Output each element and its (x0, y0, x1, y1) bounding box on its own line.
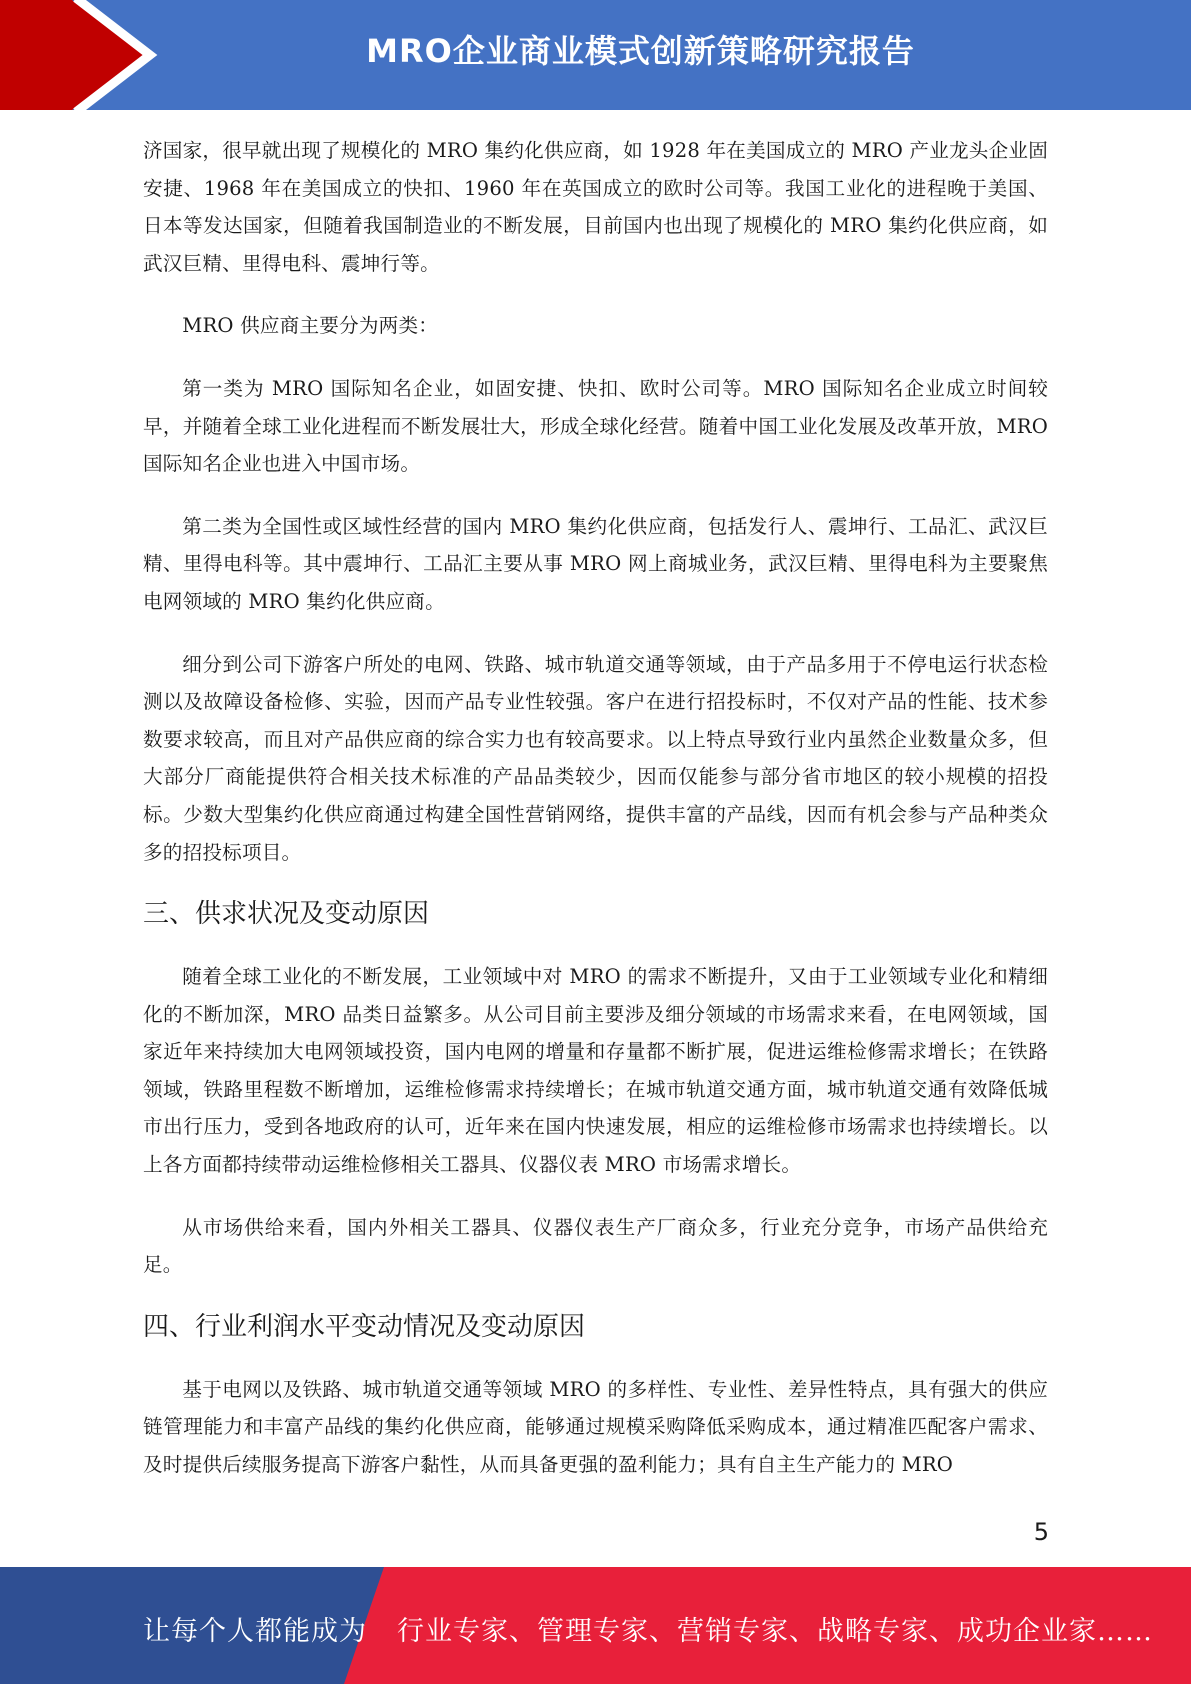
paragraph: MRO 供应商主要分为两类： (182, 314, 439, 338)
paragraph: 第一类为 MRO 国际知名企业，如固安捷、快扣、欧时公司等。MRO 国际知名企业成立时间较早，并随着全球工业化进程而不断发展壮大，形成全球化经营。随着中国工业化发展及改革开放，MRO 国际知名企业也进入中国市场。 (143, 376, 1048, 476)
footer-slogan-right: 行业专家、管理专家、营销专家、战略专家、成功企业家…… (397, 1616, 1153, 1647)
paragraph: 济国家，很早就出现了规模化的 MRO 集约化供应商，如 1928 年在美国成立的 MRO 产业龙头企业固安捷、1968 年在美国成立的快扣、1960 年在英国成立的欧时公司等。我国工业化的进程晚于美国、日本等发达国家，但随着我国制造业的不断发展，目前国内也出现了规模化的 MRO 集约化供应商，如武汉巨精、里得电科、震坤行等。 (143, 139, 1048, 275)
paragraph: 细分到公司下游客户所处的电网、铁路、城市轨道交通等领域，由于产品多用于不停电运行状态检测以及故障设备检修、实验，因而产品专业性较强。客户在进行招投标时，不仅对产品的性能、技术参数要求较高，而且对产品供应商的综合实力也有较高要求。以上特点导致行业内虽然企业数量众多，但大部分厂商能提供符合相关技术标准的产品品类较少，因而仅能参与部分省市地区的较小规模的招投标。少数大型集约化供应商通过构建全国性营销网络，提供丰富的产品线，因而有机会参与产品种类众多的招投标项目。 (143, 652, 1048, 864)
paragraph: 基于电网以及铁路、城市轨道交通等领域 MRO 的多样性、专业性、差异性特点，具有强大的供应链管理能力和丰富产品线的集约化供应商，能够通过规模采购降低采购成本，通过精准匹配客户需求、及时提供后续服务提高下游客户黏性，从而具备更强的盈利能力；具有自主生产能力的 MRO (143, 1377, 1048, 1477)
paragraph: 第二类为全国性或区域性经营的国内 MRO 集约化供应商，包括发行人、震坤行、工品汇、武汉巨精、里得电科等。其中震坤行、工品汇主要从事 MRO 网上商城业务，武汉巨精、里得电科为主要聚焦电网领域的 MRO 集约化供应商。 (143, 514, 1048, 613)
page-footer (0, 1567, 1191, 1684)
footer-slogan-left: 让每个人都能成为 (143, 1616, 367, 1647)
document-body (143, 132, 1048, 1509)
paragraph: 随着全球工业化的不断发展，工业领域中对 MRO 的需求不断提升，又由于工业领域专业化和精细化的不断加深，MRO 品类日益繁多。从公司目前主要涉及细分领域的市场需求来看，在电网领域，国家近年来持续加大电网领域投资，国内电网的增量和存量都不断扩展，促进运维检修需求增长；在铁路领域，铁路里程数不断增加，运维检修需求持续增长；在城市轨道交通方面，城市轨道交通有效降低城市出行压力，受到各地政府的认可，近年来在国内快速发展，相应的运维检修市场需求也持续增长。以上各方面都持续带动运维检修相关工器具、仪器仪表 MRO 市场需求增长。 (143, 965, 1048, 1177)
header-title: MRO企业商业模式创新策略研究报告 (366, 32, 915, 70)
paragraph: 从市场供给来看，国内外相关工器具、仪器仪表生产厂商众多，行业充分竞争，市场产品供给充足。 (143, 1215, 1048, 1277)
section-heading: 三、供求状况及变动原因 (143, 899, 430, 930)
page-header (0, 0, 1191, 110)
page-number: 5 (1033, 1518, 1049, 1546)
section-heading: 四、行业利润水平变动情况及变动原因 (143, 1311, 586, 1342)
